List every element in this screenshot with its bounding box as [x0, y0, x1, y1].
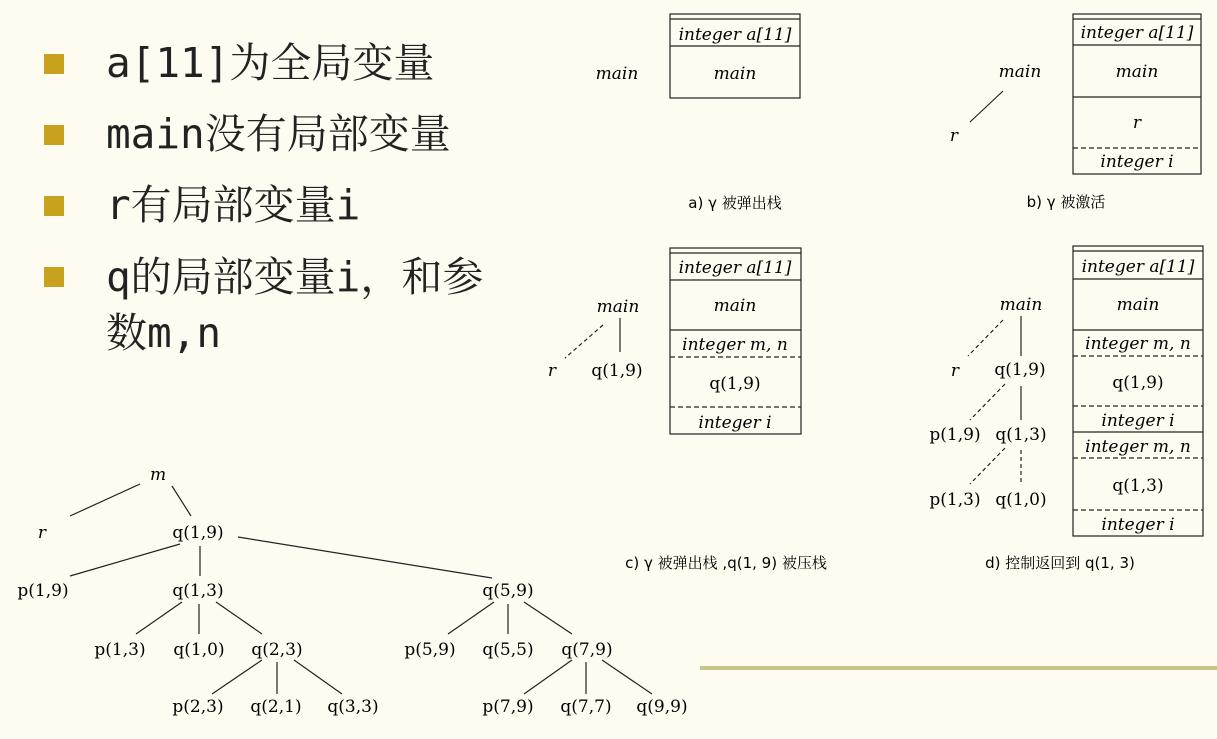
tree-node-r: r: [37, 523, 47, 543]
tree-node-r: r: [949, 126, 959, 146]
stack-entry-params: integer m, n: [1085, 437, 1191, 457]
bullet-text: q的局部变量i，和参数m,n: [106, 253, 484, 357]
bullet-text: r有局部变量i: [106, 181, 361, 229]
stack-entry-params: integer m, n: [1085, 334, 1191, 354]
tree-node-p13: p(1,3): [929, 490, 981, 510]
tree-node-q19: q(1,9): [172, 523, 224, 543]
tree-node-p19: p(1,9): [17, 581, 69, 601]
tree-node-p23: p(2,3): [172, 697, 224, 717]
stack-entry-global: integer a[11]: [1080, 23, 1194, 43]
tree-node-q13: q(1,3): [172, 581, 224, 601]
stack-entry-global: integer a[11]: [678, 258, 792, 278]
bullet-text: main没有局部变量: [106, 110, 451, 158]
stack-entry-q19: q(1,9): [1112, 373, 1164, 393]
tree-node-m: m: [149, 465, 167, 485]
tree-node-q13: q(1,3): [995, 425, 1047, 445]
tree-node-main: main: [999, 295, 1043, 315]
caption-a: a) γ 被弹出栈: [688, 194, 782, 212]
stack-entry-main: main: [1115, 62, 1159, 82]
tree-node-q59: q(5,9): [482, 581, 534, 601]
stack-entry-r: r: [1132, 113, 1142, 133]
tree-node-p59: p(5,9): [404, 640, 456, 660]
tree-node-q79: q(7,9): [561, 640, 613, 660]
tree-node-main: main: [998, 62, 1042, 82]
caption-d: d) 控制返回到 q(1, 3): [985, 554, 1135, 572]
stack-entry-q13: q(1,3): [1112, 476, 1164, 496]
tree-node-q21: q(2,1): [250, 697, 302, 717]
stack-entry-local-i: integer i: [1101, 411, 1175, 431]
stack-entry-main: main: [713, 64, 757, 84]
stack-entry-local-i: integer i: [698, 413, 772, 433]
bullet-text: a[11]为全局变量: [106, 39, 435, 87]
tree-node-q10: q(1,0): [995, 490, 1047, 510]
tree-node-q10: q(1,0): [173, 640, 225, 660]
tree-node-q33: q(3,3): [327, 697, 379, 717]
tree-node-q99: q(9,9): [636, 697, 688, 717]
stack-entry-q19: q(1,9): [709, 374, 761, 394]
tree-node-main: main: [596, 297, 640, 317]
tree-node-main: main: [595, 64, 639, 84]
stack-entry-params: integer m, n: [682, 335, 788, 355]
tree-node-p79: p(7,9): [482, 697, 534, 717]
tree-node-r: r: [547, 361, 557, 381]
tree-node-q77: q(7,7): [560, 697, 612, 717]
stack-entry-global: integer a[11]: [1081, 257, 1195, 277]
caption-c: c) γ 被弹出栈 ,q(1, 9) 被压栈: [625, 554, 827, 572]
tree-node-p19: p(1,9): [929, 425, 981, 445]
tree-node-q19: q(1,9): [994, 360, 1046, 380]
stack-entry-local-i: integer i: [1101, 515, 1175, 535]
tree-node-q23: q(2,3): [251, 640, 303, 660]
tree-node-p13: p(1,3): [94, 640, 146, 660]
tree-node-r: r: [950, 361, 960, 381]
stack-entry-local-i: integer i: [1100, 152, 1174, 172]
stack-entry-main: main: [1116, 295, 1160, 315]
stack-entry-main: main: [713, 296, 757, 316]
tree-node-q55: q(5,5): [482, 640, 534, 660]
divider-rule: [700, 666, 1217, 670]
tree-node-q19: q(1,9): [591, 361, 643, 381]
stack-entry-global: integer a[11]: [678, 25, 792, 45]
caption-b: b) γ 被激活: [1026, 193, 1106, 211]
